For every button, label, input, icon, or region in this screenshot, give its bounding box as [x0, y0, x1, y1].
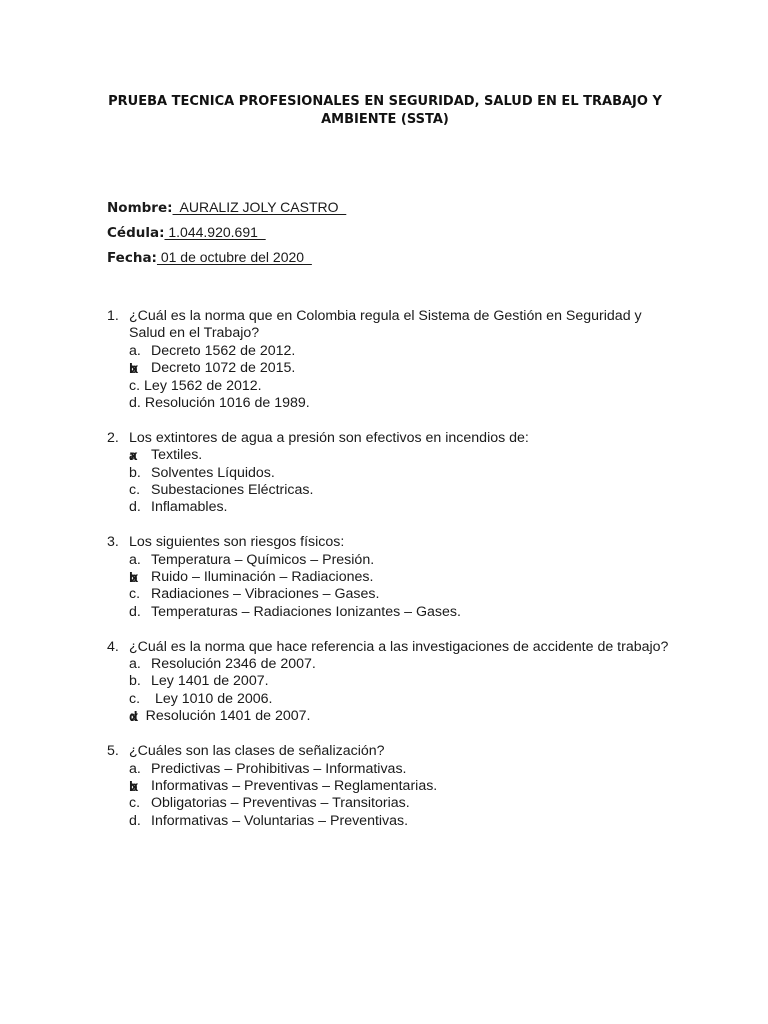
- option-letter: [129, 656, 151, 673]
- option-text: Obligatorias – Preventivas – Transitorias.: [151, 795, 410, 812]
- option-letter: [129, 673, 151, 690]
- option-item: [129, 656, 672, 673]
- question-item: [107, 534, 672, 621]
- option-text: Informativas – Preventivas – Reglamentarias.: [151, 777, 438, 794]
- option-letter: [129, 447, 151, 464]
- option-letter: [129, 360, 151, 377]
- option-letter-text: c.: [129, 482, 141, 499]
- option-letter: [129, 795, 151, 812]
- option-letter-text: a.: [129, 656, 141, 673]
- option-letter-text: d.: [129, 395, 141, 412]
- question-header: [107, 743, 672, 760]
- option-letter: [129, 378, 140, 395]
- option-letter: [129, 395, 141, 412]
- option-text: Resolución 1016 de 1989.: [144, 395, 310, 412]
- option-list: [129, 447, 672, 517]
- option-letter: [129, 778, 151, 795]
- question-header: [107, 639, 672, 656]
- fecha-label: Fecha:: [107, 250, 157, 266]
- option-letter: [129, 465, 151, 482]
- option-letter-text: d.: [129, 812, 141, 829]
- question-item: [107, 743, 672, 830]
- option-list: [129, 761, 672, 831]
- option-item: [129, 395, 672, 412]
- option-item: [129, 447, 672, 464]
- option-text: Inflamables.: [151, 499, 228, 516]
- option-letter: [129, 499, 151, 516]
- question-item: [107, 308, 672, 412]
- title-line-2: AMBIENTE (SSTA): [321, 112, 449, 127]
- question-list: [107, 308, 672, 848]
- answer-mark-icon: bx: [129, 777, 132, 794]
- option-letter-text: b.: [129, 673, 141, 690]
- option-text: Resolución 1401 de 2007.: [145, 708, 311, 725]
- option-letter-text: a.: [129, 760, 141, 777]
- option-item: [129, 482, 672, 499]
- option-text: Predictivas – Prohibitivas – Informativas.: [151, 760, 407, 777]
- option-letter: [129, 604, 151, 621]
- answer-mark-icon: ax: [129, 447, 131, 464]
- option-item: [129, 569, 672, 586]
- option-text: Ley 1562 de 2012.: [144, 377, 262, 394]
- option-letter-text: c.: [129, 377, 141, 394]
- nombre-value: AURALIZ JOLY CASTRO: [172, 199, 347, 215]
- option-letter: [129, 343, 151, 360]
- option-text: Subestaciones Eléctricas.: [151, 482, 314, 499]
- option-item: [129, 343, 672, 360]
- cedula-field: [107, 223, 266, 242]
- option-item: [129, 708, 672, 725]
- option-letter-text: c.: [129, 795, 141, 812]
- question-text: Los siguientes son riesgos físicos:: [129, 534, 345, 551]
- option-letter: [129, 813, 151, 830]
- fecha-value: 01 de octubre del 2020: [156, 249, 312, 265]
- fecha-field: [107, 248, 312, 267]
- option-letter-text: d.: [129, 603, 141, 620]
- option-text: Decreto 1562 de 2012.: [151, 342, 296, 359]
- option-item: [129, 778, 672, 795]
- option-letter-text: c.: [129, 690, 141, 707]
- option-letter: [129, 552, 151, 569]
- option-item: [129, 604, 672, 621]
- answer-mark-icon: dx: [129, 708, 132, 725]
- option-letter: [129, 482, 151, 499]
- option-item: [129, 673, 672, 690]
- option-letter: [129, 691, 151, 708]
- option-letter: [129, 708, 142, 725]
- option-item: [129, 586, 672, 603]
- option-text: Solventes Líquidos.: [151, 464, 275, 481]
- title-line-1: PRUEBA TECNICA PROFESIONALES EN SEGURIDAD, SALUD EN EL TRABAJO Y: [108, 94, 662, 109]
- option-item: [129, 691, 672, 708]
- option-letter: [129, 761, 151, 778]
- question-number: 5.: [107, 743, 119, 760]
- option-letter-text: d.: [129, 499, 141, 516]
- option-letter-text: c.: [129, 586, 141, 603]
- nombre-label: Nombre:: [107, 200, 173, 216]
- option-letter: [129, 569, 151, 586]
- option-list: [129, 552, 672, 622]
- question-number: 4.: [107, 638, 119, 655]
- option-letter: [129, 586, 151, 603]
- question-number: 3.: [107, 534, 119, 551]
- question-item: [107, 639, 672, 726]
- question-text: ¿Cuál es la norma que hace referencia a las investigaciones de accidente de trabajo?: [129, 638, 669, 655]
- option-text: Resolución 2346 de 2007.: [151, 656, 316, 673]
- question-item: [107, 430, 672, 517]
- option-text: Informativas – Voluntarias – Preventivas.: [151, 812, 409, 829]
- option-text: Ley 1010 de 2006.: [151, 690, 273, 707]
- option-item: [129, 552, 672, 569]
- question-number: 2.: [107, 429, 119, 446]
- option-text: Ley 1401 de 2007.: [151, 673, 269, 690]
- nombre-field: [107, 198, 346, 217]
- option-text: Temperaturas – Radiaciones Ionizantes – Gases.: [151, 603, 461, 620]
- option-letter-text: a.: [129, 551, 141, 568]
- option-item: [129, 499, 672, 516]
- option-item: [129, 465, 672, 482]
- question-header: [107, 430, 672, 447]
- cedula-value: 1.044.920.691: [164, 224, 266, 240]
- question-header: [107, 308, 672, 343]
- option-letter-text: b.: [129, 464, 141, 481]
- option-text: Temperatura – Químicos – Presión.: [151, 551, 375, 568]
- option-item: [129, 360, 672, 377]
- option-text: Decreto 1072 de 2015.: [151, 360, 296, 377]
- document-title: [100, 93, 670, 129]
- option-item: [129, 761, 672, 778]
- option-letter-text: a.: [129, 342, 141, 359]
- option-item: [129, 795, 672, 812]
- question-number: 1.: [107, 308, 119, 324]
- question-text: ¿Cuál es la norma que en Colombia regula el Sistema de Gestión en Seguridad y Salud en el Trabajo?: [129, 308, 642, 342]
- option-text: Textiles.: [151, 447, 203, 464]
- question-text: ¿Cuáles son las clases de señalización?: [129, 743, 385, 760]
- option-item: [129, 378, 672, 395]
- answer-mark-icon: bx: [129, 360, 132, 377]
- cedula-label: Cédula:: [107, 225, 165, 241]
- answer-mark-icon: bx: [129, 569, 132, 586]
- question-text: Los extintores de agua a presión son efectivos en incendios de:: [129, 429, 529, 446]
- question-header: [107, 534, 672, 551]
- option-text: Ruido – Iluminación – Radiaciones.: [151, 569, 374, 586]
- option-item: [129, 813, 672, 830]
- option-list: [129, 656, 672, 726]
- option-text: Radiaciones – Vibraciones – Gases.: [151, 586, 380, 603]
- option-list: [129, 343, 672, 413]
